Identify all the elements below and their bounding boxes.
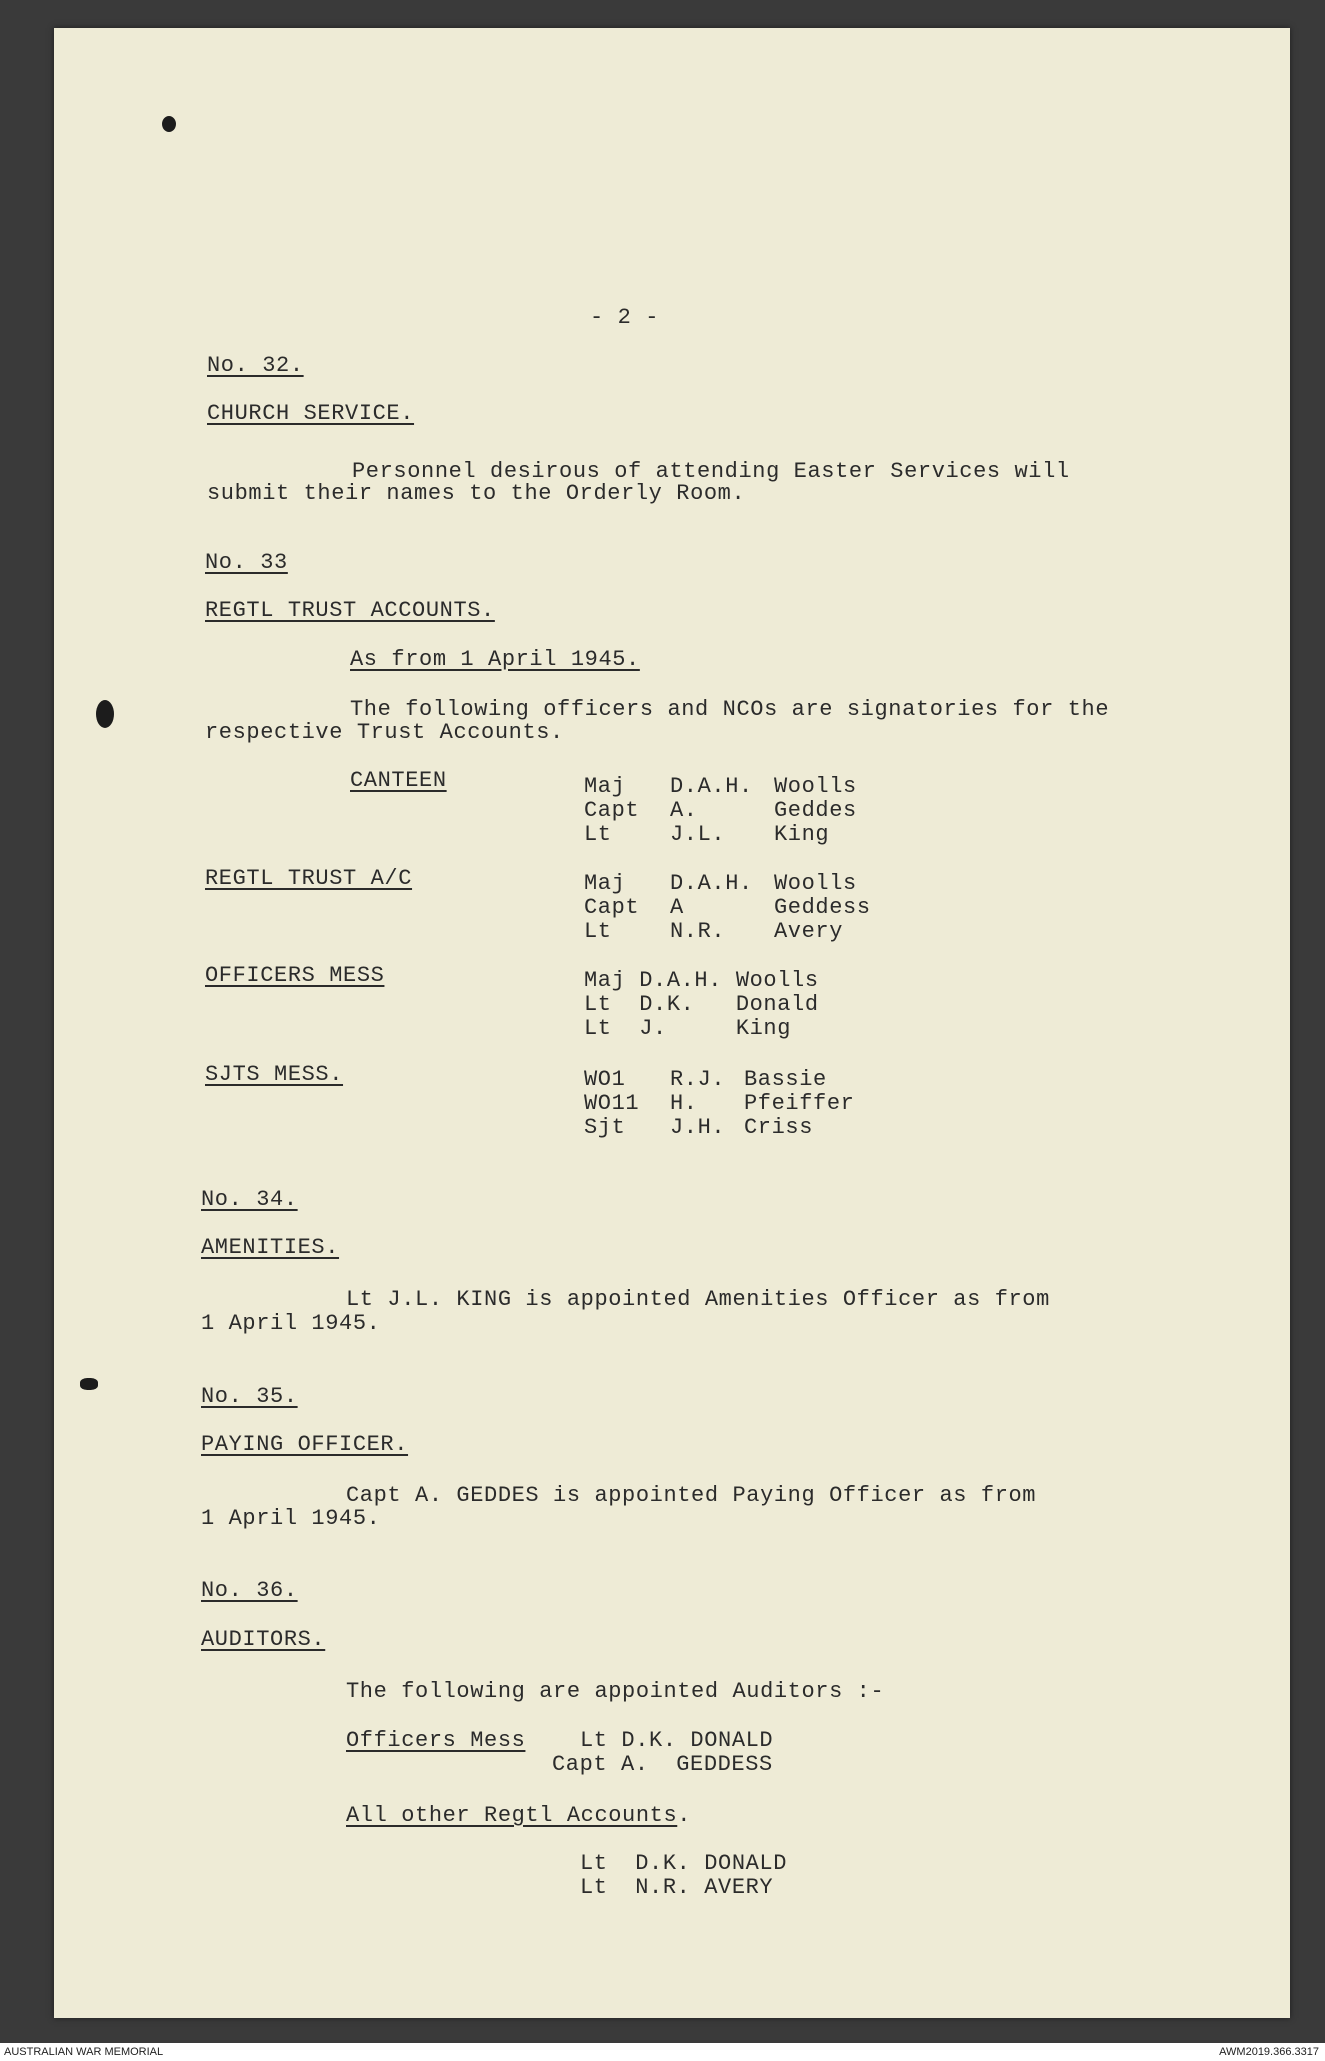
section-36-intro: The following are appointed Auditors :- <box>346 1679 885 1704</box>
signatory-line: Lt J. King <box>584 1016 792 1041</box>
auditors-officers-mess-label: Officers Mess <box>346 1728 526 1753</box>
signatory-rank: Sjt <box>584 1115 626 1140</box>
auditors-other-label: All other Regtl Accounts <box>346 1803 678 1828</box>
signatory-surname: Pfeiffer <box>744 1091 855 1116</box>
auditor-name: Lt N.R. AVERY <box>580 1875 774 1900</box>
signatory-surname: Woolls <box>774 774 857 799</box>
section-33-heading: REGTL TRUST ACCOUNTS. <box>205 598 495 623</box>
section-33-line1: The following officers and NCOs are signatories for the <box>350 697 1110 722</box>
section-33-effective-date: As from 1 April 1945. <box>350 647 640 672</box>
signatory-initials: A <box>670 895 684 920</box>
ink-blot <box>80 1378 98 1390</box>
document-page <box>54 28 1290 2018</box>
signatory-initials: D.A.H. <box>670 774 753 799</box>
section-34-line2: 1 April 1945. <box>201 1311 381 1336</box>
account-regtl-trust-label: REGTL TRUST A/C <box>205 866 413 891</box>
signatory-initials: R.J. <box>670 1067 726 1092</box>
auditor-name: Lt D.K. DONALD <box>580 1851 788 1876</box>
signatory-surname: Woolls <box>774 871 857 896</box>
section-34-line1: Lt J.L. KING is appointed Amenities Officer as from <box>346 1287 1050 1312</box>
footer-institution: AUSTRALIAN WAR MEMORIAL <box>4 2046 164 2058</box>
signatory-rank: Lt <box>584 919 612 944</box>
section-32-line2: submit their names to the Orderly Room. <box>207 481 746 506</box>
signatory-initials: A. <box>670 798 698 823</box>
footer-reference: AWM2019.366.3317 <box>1219 2046 1319 2058</box>
section-32-line1: Personnel desirous of attending Easter Services will <box>352 459 1070 484</box>
signatory-rank: Maj <box>584 871 626 896</box>
auditors-other-accounts <box>346 1804 691 1828</box>
auditor-name: Lt D.K. DONALD <box>580 1728 774 1753</box>
punch-mark <box>96 700 114 728</box>
signatory-surname: Geddess <box>774 895 871 920</box>
signatory-initials: N.R. <box>670 919 726 944</box>
section-35-number: No. 35. <box>201 1384 298 1409</box>
section-33-line2: respective Trust Accounts. <box>205 720 564 745</box>
auditor-name: Capt A. GEDDESS <box>552 1752 773 1777</box>
signatory-initials: J.H. <box>670 1115 726 1140</box>
account-canteen-label: CANTEEN <box>350 768 447 793</box>
section-35-line2: 1 April 1945. <box>201 1506 381 1531</box>
signatory-initials: H. <box>670 1091 698 1116</box>
signatory-rank: Maj <box>584 774 626 799</box>
section-34-heading: AMENITIES. <box>201 1235 340 1260</box>
auditors-other-suffix: . <box>677 1803 692 1828</box>
signatory-rank: Lt <box>584 822 612 847</box>
signatory-line: Maj D.A.H. Woolls <box>584 968 819 993</box>
signatory-surname: Criss <box>744 1115 814 1140</box>
archive-footer <box>0 2043 1325 2061</box>
account-sjts-mess-label: SJTS MESS. <box>205 1062 344 1087</box>
ink-blot <box>162 116 176 132</box>
signatory-rank: Capt <box>584 895 640 920</box>
signatory-surname: King <box>774 822 830 847</box>
section-32-number: No. 32. <box>207 353 304 378</box>
section-34-number: No. 34. <box>201 1187 298 1212</box>
section-32-heading: CHURCH SERVICE. <box>207 401 415 426</box>
signatory-rank: WO11 <box>584 1091 640 1116</box>
account-officers-mess-label: OFFICERS MESS <box>205 963 385 988</box>
page-number: - 2 - <box>590 305 660 330</box>
signatory-initials: J.L. <box>670 822 726 847</box>
signatory-rank: WO1 <box>584 1067 626 1092</box>
section-35-line1: Capt A. GEDDES is appointed Paying Officer as from <box>346 1483 1037 1508</box>
section-35-heading: PAYING OFFICER. <box>201 1432 409 1457</box>
signatory-surname: Bassie <box>744 1067 827 1092</box>
signatory-rank: Capt <box>584 798 640 823</box>
signatory-line: Lt D.K. Donald <box>584 992 819 1017</box>
section-36-number: No. 36. <box>201 1578 298 1603</box>
section-36-heading: AUDITORS. <box>201 1627 326 1652</box>
signatory-surname: Geddes <box>774 798 857 823</box>
section-33-number: No. 33 <box>205 550 288 575</box>
signatory-surname: Avery <box>774 919 844 944</box>
signatory-initials: D.A.H. <box>670 871 753 896</box>
